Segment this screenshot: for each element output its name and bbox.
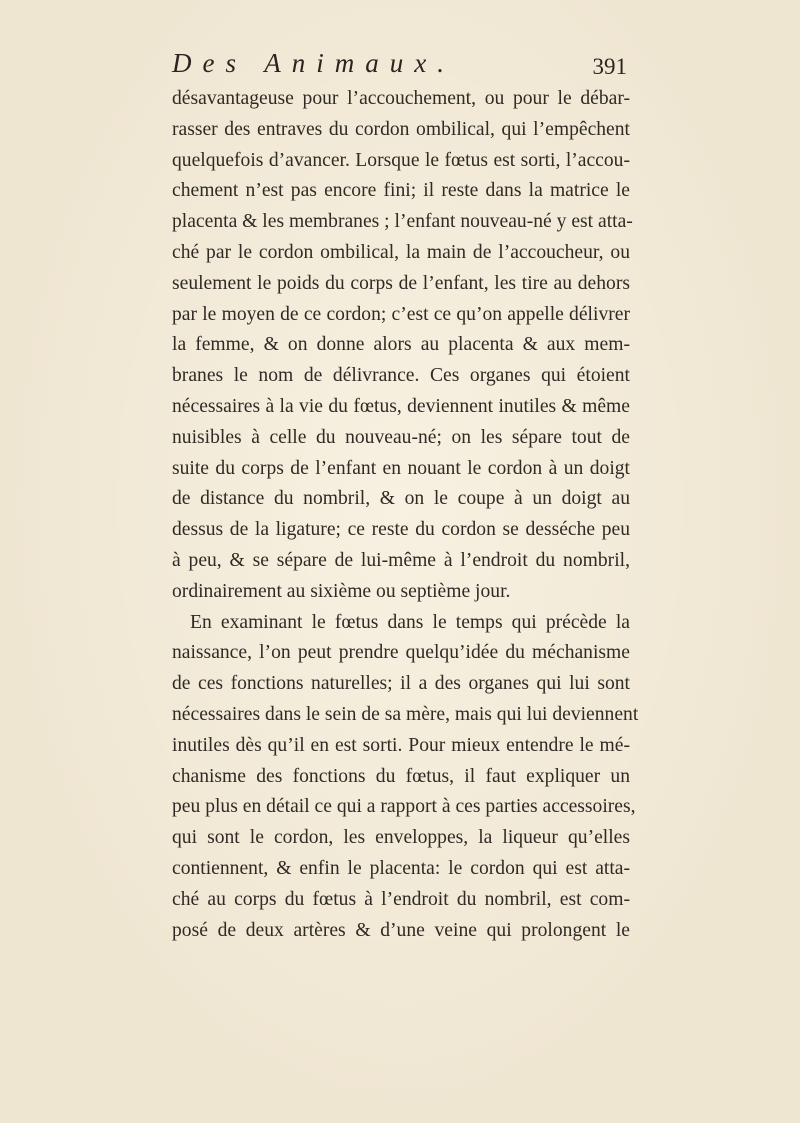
text-line: nécessaires dans le sein de sa mère, mais qui lui deviennent bbox=[172, 703, 639, 725]
text-line: chanisme des fonctions du fœtus, il faut expliquer un bbox=[172, 765, 630, 787]
text-line: branes le nom de délivrance. Ces organes qui étoient bbox=[172, 365, 630, 387]
text-line: ché par le cordon ombilical, la main de l’accoucheur, ou bbox=[172, 241, 630, 263]
body-text bbox=[172, 84, 639, 946]
text-line: de ces fonctions naturelles; il a des organes qui lui sont bbox=[172, 673, 630, 695]
text-line: chement n’est pas encore fini; il reste dans la matrice le bbox=[172, 180, 630, 202]
text-line: la femme, & on donne alors au placenta & aux mem- bbox=[172, 334, 630, 356]
text-line: nécessaires à la vie du fœtus, deviennent inutiles & même bbox=[172, 395, 630, 417]
running-title: Des Animaux. bbox=[172, 48, 455, 78]
text-line: quelquefois d’avancer. Lorsque le fœtus est sorti, l’accou- bbox=[172, 149, 630, 171]
text-line: peu plus en détail ce qui a rapport à ces parties accessoires, bbox=[172, 796, 636, 818]
text-line: désavantageuse pour l’accouchement, ou pour le débar- bbox=[172, 88, 630, 109]
text-line: seulement le poids du corps de l’enfant, les tire au dehors bbox=[172, 272, 630, 294]
page-number: 391 bbox=[592, 54, 627, 79]
text-line: posé de deux artères & d’une veine qui prolongent le bbox=[172, 919, 630, 941]
text-line: à peu, & se sépare de lui-même à l’endroit du nombril, bbox=[172, 549, 630, 571]
paragraph-start-line: En examinant le fœtus dans le temps qui précède la bbox=[190, 611, 630, 633]
text-line: inutiles dès qu’il en est sorti. Pour mieux entendre le mé- bbox=[172, 734, 630, 756]
text-line: placenta & les membranes ; l’enfant nouveau-né y est atta- bbox=[172, 211, 633, 233]
text-line: de distance du nombril, & on le coupe à un doigt au bbox=[172, 488, 630, 510]
text-line: rasser des entraves du cordon ombilical, qui l’empêchent bbox=[172, 118, 630, 140]
text-line: qui sont le cordon, les enveloppes, la liqueur qu’elles bbox=[172, 827, 630, 849]
text-line: suite du corps de l’enfant en nouant le cordon à un doigt bbox=[172, 457, 630, 479]
text-line: par le moyen de ce cordon; c’est ce qu’on appelle délivrer bbox=[172, 303, 630, 325]
text-line: ché au corps du fœtus à l’endroit du nombril, est com- bbox=[172, 888, 630, 910]
text-line: contiennent, & enfin le placenta: le cordon qui est atta- bbox=[172, 857, 630, 879]
page-header bbox=[172, 48, 627, 88]
text-line: ordinairement au sixième ou septième jour. bbox=[172, 580, 511, 602]
text-line: nuisibles à celle du nouveau-né; on les sépare tout de bbox=[172, 426, 630, 448]
text-line: dessus de la ligature; ce reste du cordon se desséche peu bbox=[172, 519, 630, 541]
text-line: naissance, l’on peut prendre quelqu’idée du méchanisme bbox=[172, 642, 630, 664]
